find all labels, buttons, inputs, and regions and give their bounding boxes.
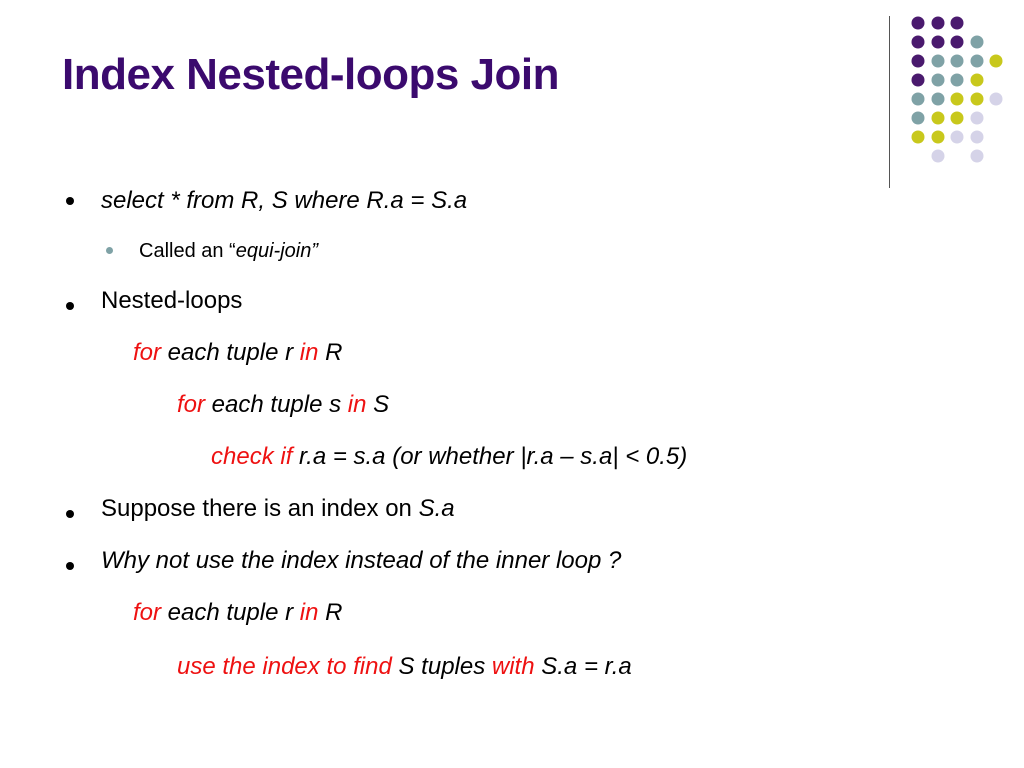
dot [990, 55, 1003, 68]
dot [951, 17, 964, 30]
dot [951, 74, 964, 87]
dot [912, 131, 925, 144]
code-text: R [318, 599, 343, 626]
dot [971, 93, 984, 106]
dot [971, 36, 984, 49]
dot [912, 17, 925, 30]
dot [932, 74, 945, 87]
divider-line [889, 16, 890, 188]
code-line-check [211, 442, 687, 472]
code-text: R [318, 339, 343, 366]
keyword: in [347, 391, 367, 418]
code-line-index-lookup [177, 652, 632, 682]
dot [932, 17, 945, 30]
code-line-outer-loop [133, 338, 342, 368]
dot [932, 112, 945, 125]
code-text: each tuple r [161, 599, 300, 626]
bullet-why-index: Why not use the index instead of the inner loop ? [101, 547, 622, 574]
code-text: each tuple r [161, 339, 300, 366]
keyword: check if [211, 443, 293, 470]
bullet-nested-loops: Nested-loops [101, 287, 243, 314]
dot [951, 93, 964, 106]
bullet-marker [66, 302, 74, 310]
dot [912, 112, 925, 125]
code-text: r.a = s.a (or whether |r.a – s.a| < 0.5) [292, 443, 688, 470]
dot [971, 74, 984, 87]
attribute-term: S.a [418, 495, 455, 522]
code-text: S.a = r.a [534, 653, 632, 680]
bullet-sql-query: select * from R, S where R.a = S.a [101, 187, 468, 214]
dot [932, 36, 945, 49]
dot [990, 93, 1003, 106]
dot [951, 131, 964, 144]
keyword: in [299, 339, 319, 366]
equi-join-term: equi-join” [235, 240, 318, 262]
keyword: use the index to find [177, 653, 392, 680]
bullet-index-on-sa [101, 494, 455, 524]
sub-bullet-marker [106, 247, 113, 254]
dot [951, 36, 964, 49]
dot [951, 55, 964, 68]
keyword: for [177, 391, 206, 418]
slide-title: Index Nested-loops Join [62, 50, 560, 99]
dot [912, 36, 925, 49]
code-text: S tuples [391, 653, 492, 680]
code-text: each tuple s [205, 391, 348, 418]
dot [932, 131, 945, 144]
dot [971, 131, 984, 144]
dot [932, 150, 945, 163]
dot [912, 55, 925, 68]
dot [971, 55, 984, 68]
sub-bullet-text: Called an “ [139, 240, 236, 262]
bullet-marker [66, 562, 74, 570]
keyword: for [133, 339, 162, 366]
code-line-inner-loop [177, 390, 389, 420]
sub-bullet-equi-join [139, 236, 318, 266]
bullet-marker [66, 197, 74, 205]
dot [912, 93, 925, 106]
bullet-text: Suppose there is an index on [101, 495, 419, 522]
dot [971, 112, 984, 125]
keyword: with [491, 653, 535, 680]
dot [971, 150, 984, 163]
keyword: for [133, 599, 162, 626]
keyword: in [299, 599, 319, 626]
decorative-dot-grid [0, 0, 1024, 200]
code-text: S [366, 391, 390, 418]
dot [932, 55, 945, 68]
dot [912, 74, 925, 87]
bullet-marker [66, 510, 74, 518]
dot [932, 93, 945, 106]
code-line-outer-loop-2 [133, 598, 342, 628]
dot [951, 112, 964, 125]
